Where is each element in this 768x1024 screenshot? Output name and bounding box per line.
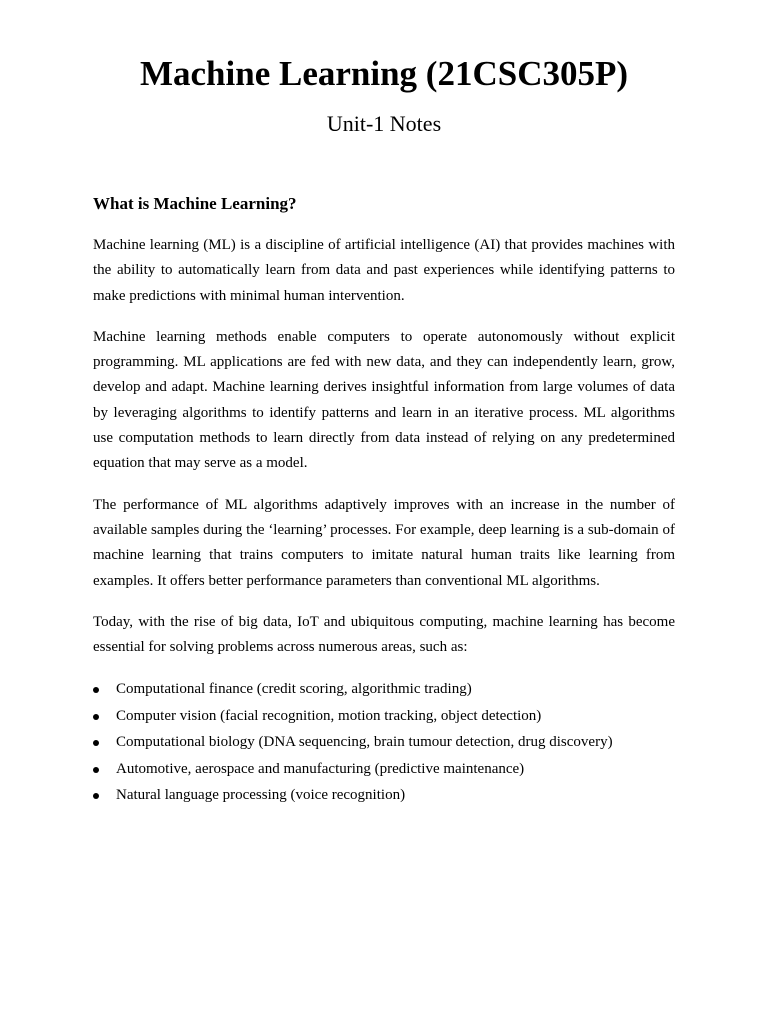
- bullet-icon: [93, 793, 99, 799]
- bullet-icon: [93, 687, 99, 693]
- paragraph-3: The performance of ML algorithms adaptively improves with an increase in the number of available samples during the ‘learning’ processes. For example, deep learning is a sub-domain of machine learning that trains computers to imitate natural human traits like learning from examples. It offers better performance parameters than conventional ML algorithms.: [93, 496, 675, 589]
- list-item: [93, 782, 675, 809]
- list-item: [93, 676, 675, 703]
- list-item: [93, 703, 675, 730]
- list-item: [93, 729, 675, 756]
- list-item-text: Automotive, aerospace and manufacturing (predictive maintenance): [116, 760, 525, 777]
- paragraph-4: Today, with the rise of big data, IoT and ubiquitous computing, machine learning has become essential for solving problems across numerous areas, such as:: [93, 613, 675, 656]
- bullet-icon: [93, 767, 99, 773]
- document-title: Machine Learning (21CSC305P): [139, 54, 629, 93]
- paragraph-2: Machine learning methods enable computers to operate autonomously without explicit programming. ML applications are fed with new data, and they can independently learn, grow, develop and adapt. Machine learning derives insightful information from large volumes of data by leveraging algorithms to identify patterns and learn in an iterative process. ML algorithms use computation methods to learn directly from data instead of relying on any predetermined equation that may serve as a model.: [93, 328, 675, 472]
- document-body: [93, 192, 675, 809]
- list-item-text: Natural language processing (voice recognition): [116, 787, 406, 804]
- application-areas-list: [93, 676, 675, 809]
- list-item-text: Computer vision (facial recognition, motion tracking, object detection): [116, 707, 542, 724]
- list-item: [93, 756, 675, 783]
- bullet-icon: [93, 714, 99, 720]
- list-item-text: Computational finance (credit scoring, algorithmic trading): [116, 681, 472, 698]
- bullet-icon: [93, 740, 99, 746]
- section-heading: What is Machine Learning?: [93, 194, 297, 213]
- list-item-text: Computational biology (DNA sequencing, brain tumour detection, drug discovery): [116, 734, 613, 751]
- document-subtitle: Unit-1 Notes: [326, 111, 442, 136]
- paragraph-1: Machine learning (ML) is a discipline of artificial intelligence (AI) that provides machines with the ability to automatically learn from data and past experiences while identifying patterns to make predictions with minimal human intervention.: [93, 237, 675, 304]
